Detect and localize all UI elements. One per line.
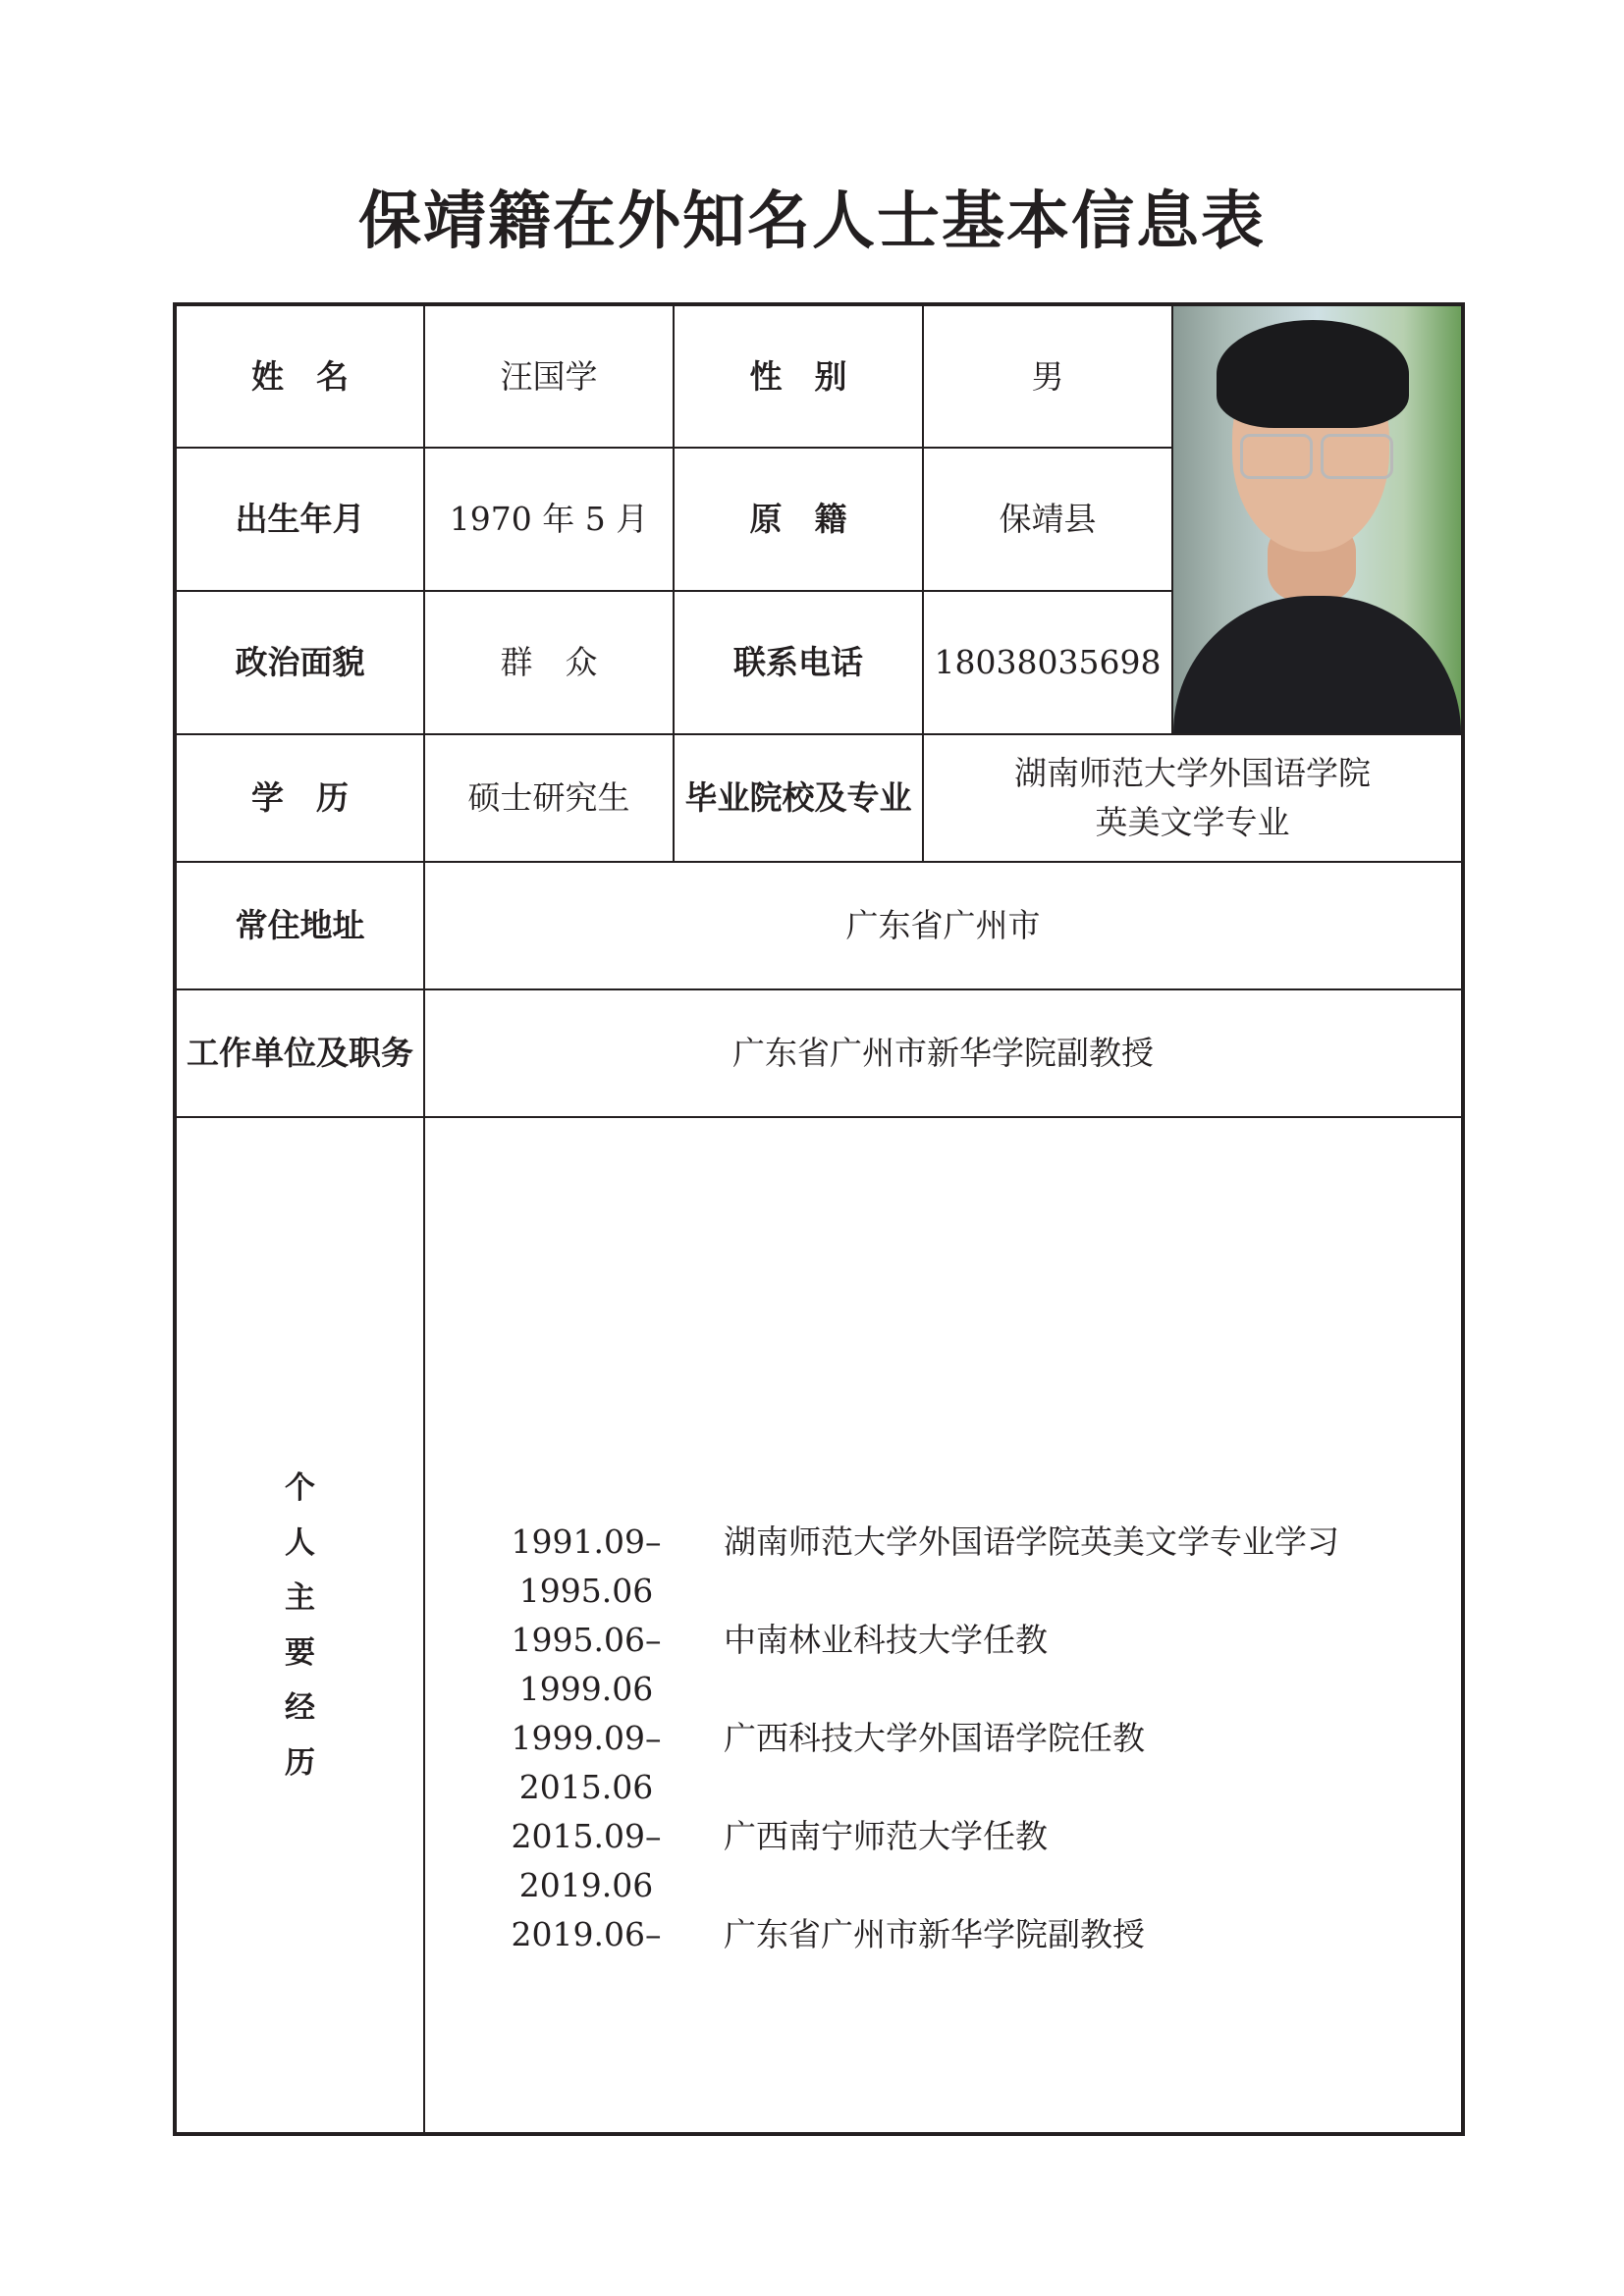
work-value: 广东省广州市新华学院副教授 [424, 989, 1463, 1117]
experience-label-char: 个 [285, 1469, 315, 1506]
political-label: 政治面貌 [175, 591, 424, 734]
experience-description: 广西科技大学外国语学院任教 [724, 1718, 1145, 1757]
experience-description: 广西南宁师范大学任教 [724, 1816, 1048, 1855]
experience-period: 2019.06– [511, 1914, 662, 1953]
birth-value: 1970 年 5 月 [424, 448, 674, 591]
experience-label-char: 历 [285, 1744, 315, 1781]
political-value: 群 众 [424, 591, 674, 734]
name-value: 汪国学 [424, 304, 674, 448]
experience-row [449, 1518, 1461, 1616]
experience-period: 1991.09–1995.06 [511, 1522, 662, 1610]
experience-description: 中南林业科技大学任教 [724, 1620, 1048, 1659]
address-label: 常住地址 [175, 862, 424, 989]
origin-value: 保靖县 [923, 448, 1172, 591]
experience-row [449, 1812, 1461, 1910]
experience-label-char: 主 [285, 1579, 315, 1616]
photo-cell [1172, 304, 1463, 734]
education-label: 学 历 [175, 734, 424, 862]
school-line-1: 湖南师范大学外国语学院 [1014, 754, 1371, 792]
phone-label: 联系电话 [674, 591, 923, 734]
gender-value: 男 [923, 304, 1172, 448]
experience-description: 广东省广州市新华学院副教授 [724, 1914, 1145, 1953]
birth-label: 出生年月 [175, 448, 424, 591]
school-value [923, 734, 1463, 862]
info-table [173, 302, 1465, 2136]
experience-row [449, 1714, 1461, 1812]
school-line-2: 英美文学专业 [1095, 803, 1290, 841]
experience-label-char: 人 [285, 1524, 315, 1561]
address-value: 广东省广州市 [424, 862, 1463, 989]
experience-list [449, 1518, 1461, 1959]
school-label: 毕业院校及专业 [674, 734, 923, 862]
work-label: 工作单位及职务 [175, 989, 424, 1117]
experience-period: 1995.06–1999.06 [511, 1620, 662, 1708]
experience-period: 1999.09–2015.06 [511, 1718, 662, 1806]
experience-description: 湖南师范大学外国语学院英美文学专业学习 [724, 1522, 1339, 1561]
experience-label-char: 要 [285, 1634, 315, 1671]
phone-value: 18038035698 [923, 591, 1172, 734]
form-title: 保靖籍在外知名人士基本信息表 [358, 185, 1266, 258]
experience-row [449, 1616, 1461, 1714]
portrait-photo [1173, 306, 1461, 733]
experience-cell [424, 1117, 1463, 2134]
experience-period: 2015.09–2019.06 [511, 1816, 662, 1904]
experience-label-char: 经 [285, 1689, 315, 1726]
experience-label [175, 1117, 424, 2134]
experience-row [449, 1910, 1461, 1959]
education-value: 硕士研究生 [424, 734, 674, 862]
origin-label: 原 籍 [674, 448, 923, 591]
gender-label: 性 别 [674, 304, 923, 448]
name-label: 姓 名 [175, 304, 424, 448]
